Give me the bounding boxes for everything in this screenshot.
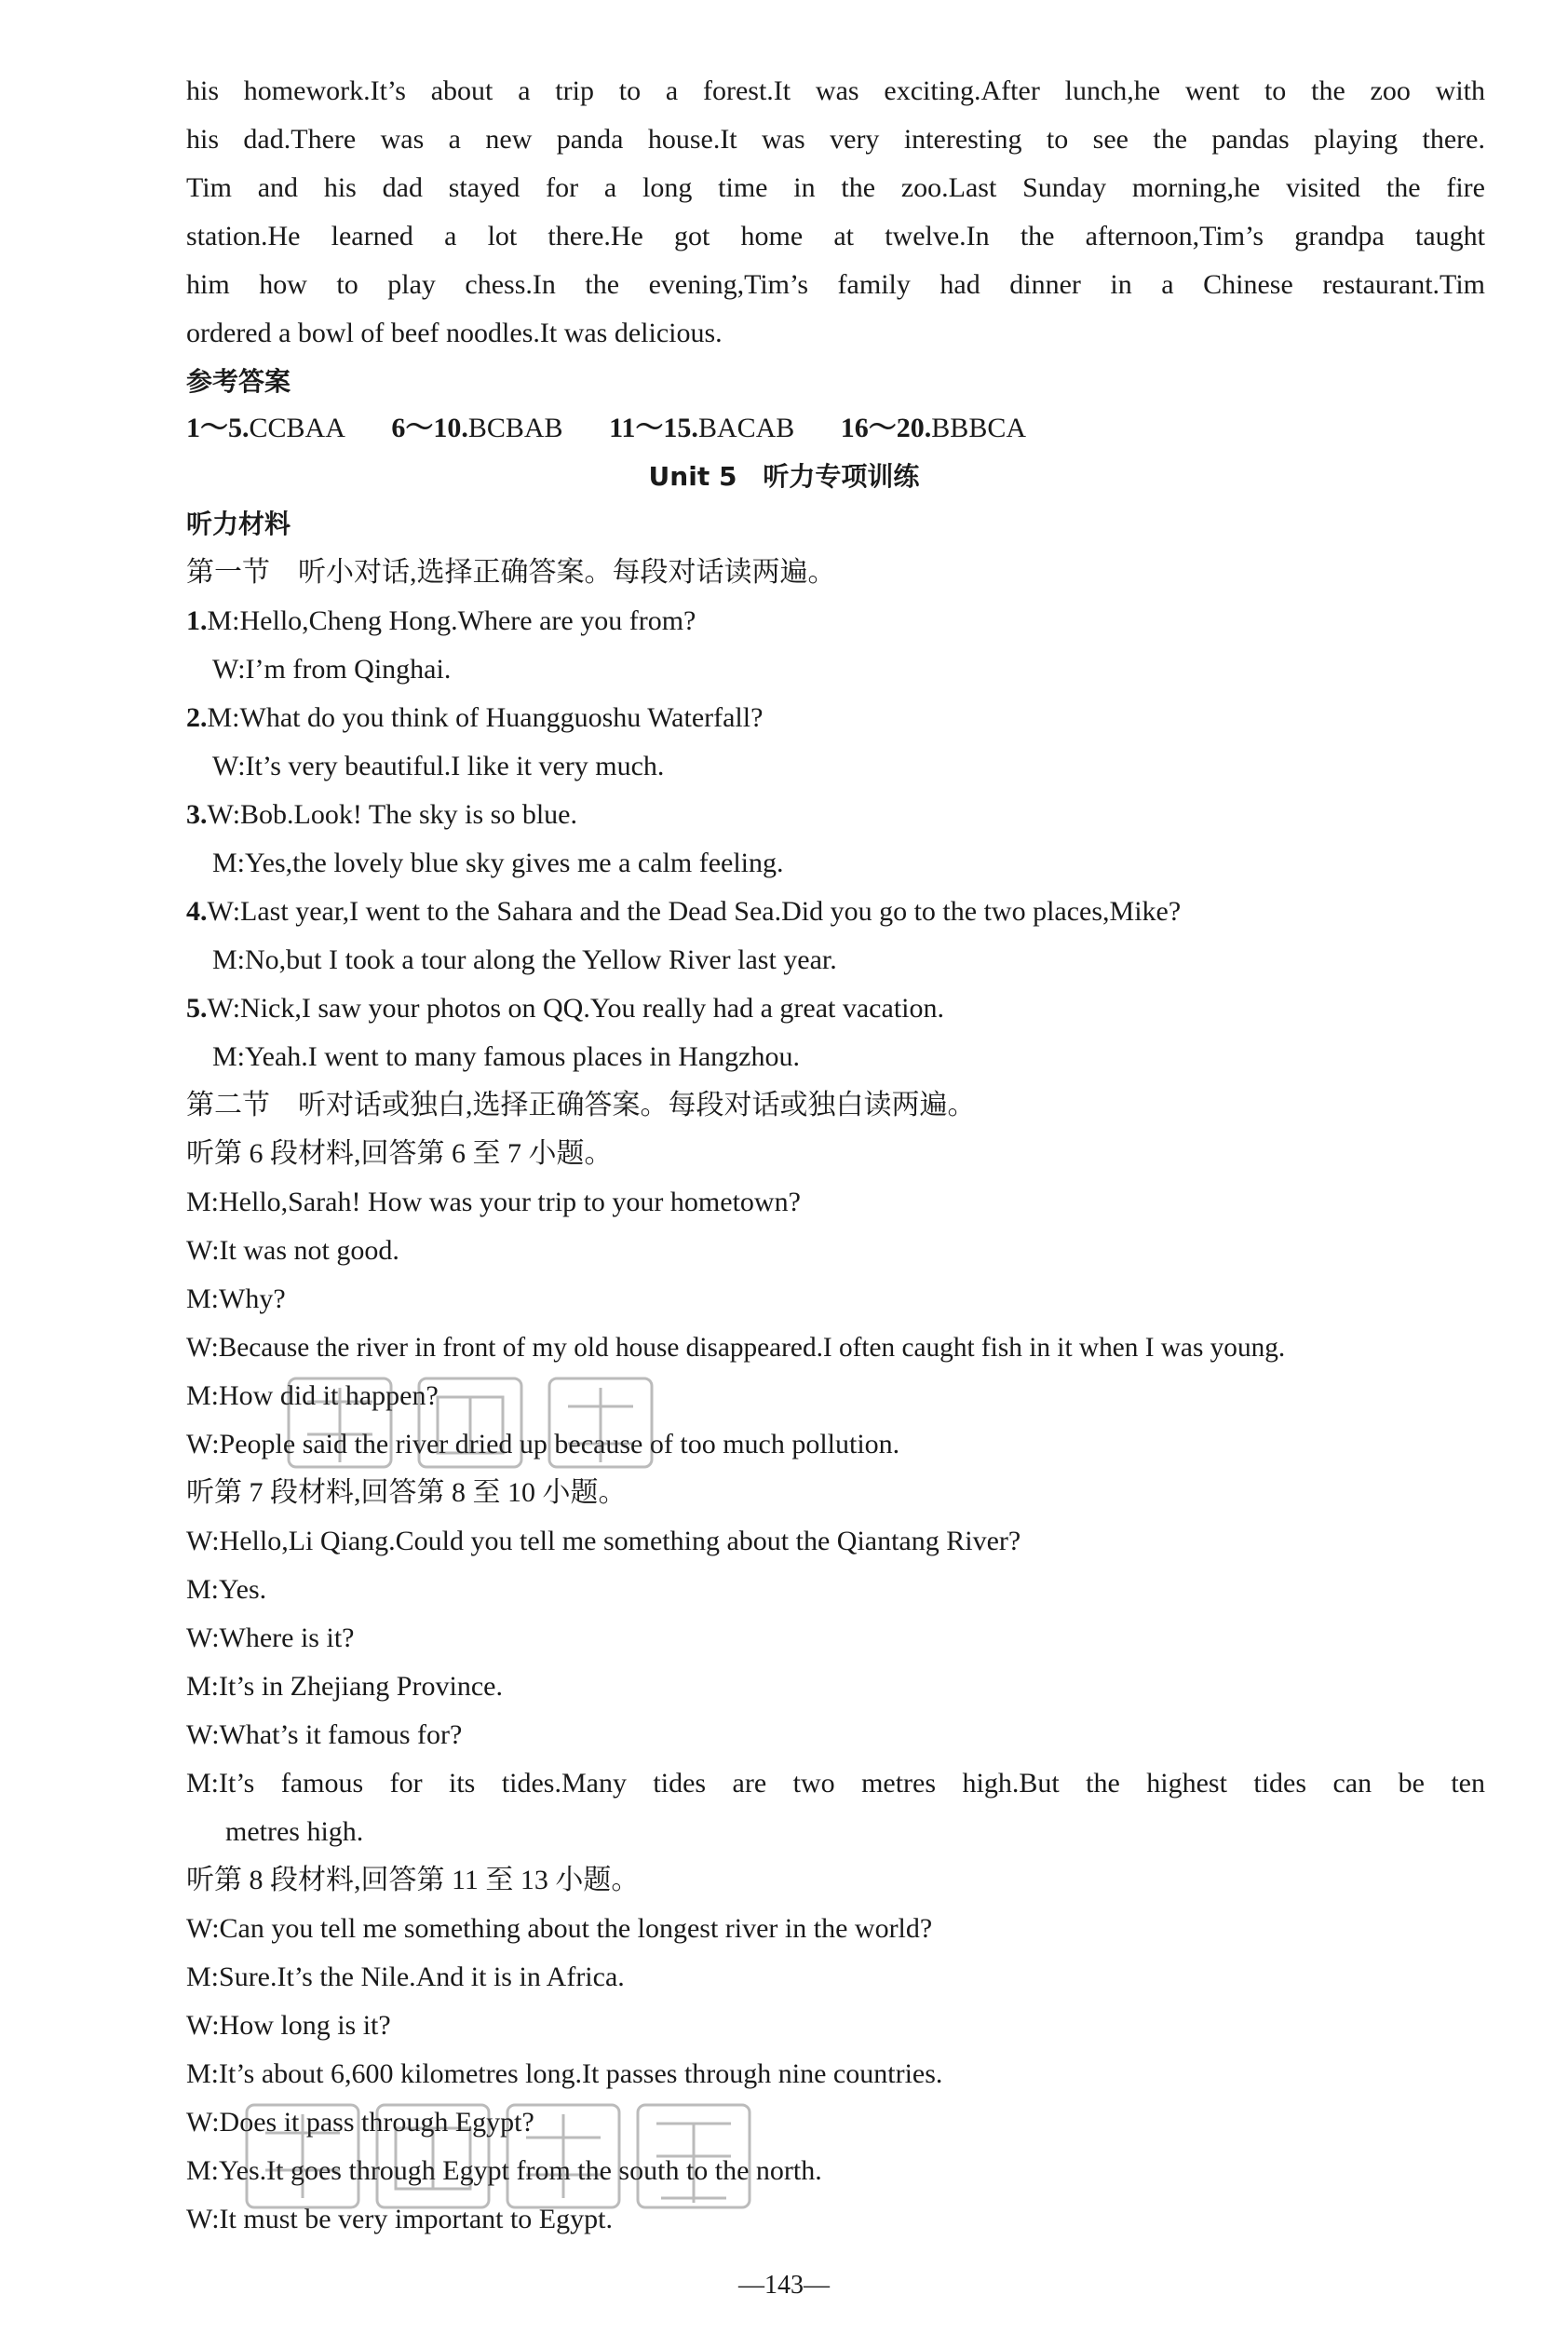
dialogue-line: M:Yeah.I went to many famous places in Hangzhou. bbox=[212, 1041, 800, 1072]
dialogue-line: M:Yes. bbox=[186, 1574, 267, 1605]
dialogue-line: M:No,but I took a tour along the Yellow River last year. bbox=[212, 944, 837, 975]
dialogue-line: W:I’m from Qinghai. bbox=[212, 654, 452, 685]
watermark-icon bbox=[237, 2086, 759, 2226]
section-title: 第一节 听小对话,选择正确答案。每段对话读两遍。 bbox=[186, 557, 836, 588]
dialogue-line: W:What’s it famous for? bbox=[186, 1719, 463, 1750]
passage-line: his dad.There was a new panda house.It was very interesting to see the pandas playing there. bbox=[186, 124, 1485, 155]
answer-key bbox=[186, 410, 1485, 447]
passage-line: his homework.It’s about a trip to a forest.It was exciting.After lunch,he went to the zoo with bbox=[186, 75, 1485, 106]
answer-group: 1～5.CCBAA bbox=[186, 413, 345, 443]
answer-group: 11～15.BACAB bbox=[609, 413, 795, 443]
dialogue-line: W:Can you tell me something about the longest river in the world? bbox=[186, 1913, 933, 1944]
dialogue-line: 4.W:Last year,I went to the Sahara and the Dead Sea.Did you go to the two places,Mike? bbox=[186, 896, 1182, 927]
dialogue-line: W:It was not good. bbox=[186, 1235, 399, 1266]
dialogue-line: M:It’s in Zhejiang Province. bbox=[186, 1671, 503, 1702]
material-title: 听第 8 段材料,回答第 11 至 13 小题。 bbox=[186, 1865, 640, 1895]
dialogue-line: W:Does it pass through Egypt? bbox=[186, 2107, 534, 2138]
dialogue-line: W:How long is it? bbox=[186, 2010, 391, 2041]
watermark-icon bbox=[279, 1360, 670, 1481]
answer-group: 16～20.BBBCA bbox=[840, 413, 1027, 443]
material-title: 听第 7 段材料,回答第 8 至 10 小题。 bbox=[186, 1477, 627, 1508]
dialogue-line: W:Hello,Li Qiang.Could you tell me something about the Qiantang River? bbox=[186, 1526, 1021, 1556]
dialogue-line: M:Sure.It’s the Nile.And it is in Africa. bbox=[186, 1962, 625, 1992]
dialogue-line: M:Yes.It goes through Egypt from the south to the north. bbox=[186, 2155, 822, 2186]
material-heading: 听力材料 bbox=[186, 509, 291, 539]
passage-line: station.He learned a lot there.He got home at twelve.In the afternoon,Tim’s grandpa taught bbox=[186, 221, 1485, 251]
dialogue-line: M:How did it happen? bbox=[186, 1380, 439, 1411]
dialogue-line: metres high. bbox=[225, 1816, 364, 1847]
material-title: 听第 6 段材料,回答第 6 至 7 小题。 bbox=[186, 1138, 613, 1169]
dialogue-line: W:Because the river in front of my old house disappeared.I often caught fish in it when I was young. bbox=[186, 1333, 1286, 1363]
page-number: —143— bbox=[738, 2271, 830, 2300]
dialogue-line: 3.W:Bob.Look! The sky is so blue. bbox=[186, 799, 577, 830]
dialogue-line: 5.W:Nick,I saw your photos on QQ.You really had a great vacation. bbox=[186, 993, 944, 1024]
section-title: 第二节 听对话或独白,选择正确答案。每段对话或独白读两遍。 bbox=[186, 1090, 976, 1120]
watermark-mark bbox=[279, 1360, 670, 1502]
dialogue-line: M:It’s about 6,600 kilometres long.It passes through nine countries. bbox=[186, 2058, 943, 2089]
dialogue-line: W:It must be very important to Egypt. bbox=[186, 2204, 613, 2234]
unit-title: Unit 5 听力专项训练 bbox=[648, 461, 920, 492]
dialogue-line: M:Why? bbox=[186, 1283, 286, 1314]
dialogue-line: M:It’s famous for its tides.Many tides are two metres high.But the highest tides can be ten bbox=[186, 1768, 1485, 1799]
answer-heading: 参考答案 bbox=[186, 366, 291, 397]
passage-line: ordered a bowl of beef noodles.It was delicious. bbox=[186, 318, 723, 348]
answer-group: 6～10.BCBAB bbox=[391, 413, 563, 443]
dialogue-line: 1.M:Hello,Cheng Hong.Where are you from? bbox=[186, 605, 696, 636]
dialogue-line: M:Yes,the lovely blue sky gives me a calm feeling. bbox=[212, 848, 784, 878]
dialogue-line: M:Hello,Sarah! How was your trip to your hometown? bbox=[186, 1187, 801, 1217]
dialogue-line: W:Where is it? bbox=[186, 1622, 355, 1653]
dialogue-line: 2.M:What do you think of Huangguoshu Waterfall? bbox=[186, 702, 764, 733]
passage-line: him how to play chess.In the evening,Tim’s family had dinner in a Chinese restaurant.Tim bbox=[186, 269, 1485, 300]
passage-line: Tim and his dad stayed for a long time in the zoo.Last Sunday morning,he visited the fire bbox=[186, 172, 1485, 203]
watermark-mark bbox=[237, 2086, 759, 2247]
dialogue-line: W:People said the river dried up because of too much pollution. bbox=[186, 1429, 900, 1459]
dialogue-line: W:It’s very beautiful.I like it very much. bbox=[212, 751, 665, 781]
